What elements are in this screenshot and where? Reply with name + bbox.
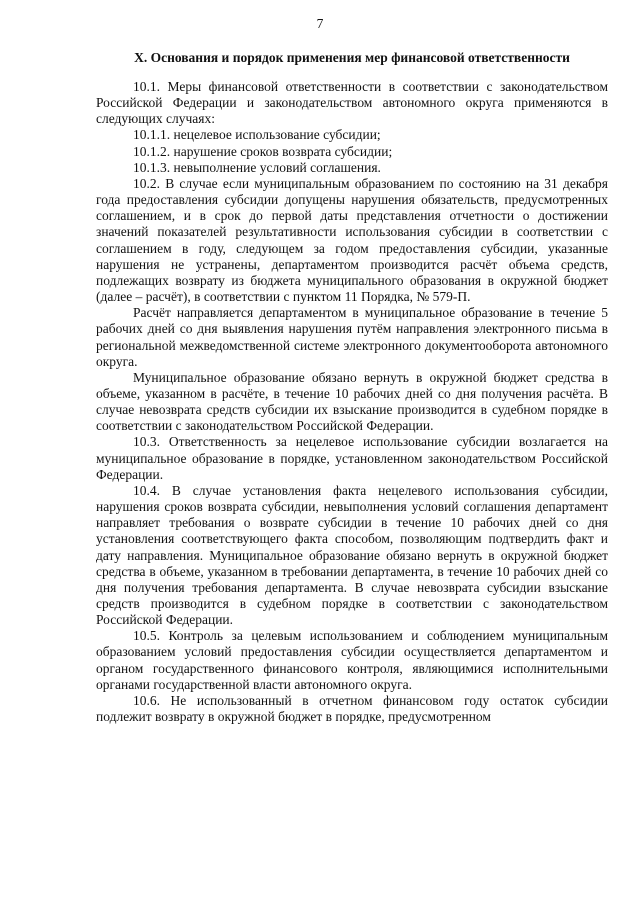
paragraph-10-1: 10.1. Меры финансовой ответственности в соответствии с законодательством Российской Федерации и законодательством автономного округа применяются в следующих случаях: <box>96 79 608 127</box>
section-heading: X. Основания и порядок применения мер финансовой ответственности <box>134 50 570 65</box>
paragraph-calculation-sending: Расчёт направляется департаментом в муниципальное образование в течение 5 рабочих дней со дня выявления нарушения путём направления электронного письма в региональной межведомственной системе электронного документооборота автономного округа. <box>96 305 608 369</box>
paragraph-10-1-2: 10.1.2. нарушение сроков возврата субсидии; <box>133 143 393 159</box>
paragraph-10-6: 10.6. Не использованный в отчетном финансовом году остаток субсидии подлежит возврату в окружной бюджет в порядке, предусмотренном <box>96 692 608 725</box>
page-number: 7 <box>316 16 324 31</box>
paragraph-10-3: 10.3. Ответственность за нецелевое использование субсидии возлагается на муниципальное образование в порядке, установленном законодательством Российской Федерации. <box>96 434 608 482</box>
paragraph-10-2: 10.2. В случае если муниципальным образованием по состоянию на 31 декабря года предоставления субсидии допущены нарушения обязательств, предусмотренных соглашением, и в срок до первой даты представления отчетности о достижении значений показателей результативности использования субсидии в соответствии с соглашением в году, следующем за годом предоставления субсидии, указанные нарушения не устранены, департаментом производится расчёт объема средств, подлежащих возврату из бюджета муниципального образования в окружной бюджет (далее – расчёт), в соответствии с пунктом 11 Порядка, № 579-П. <box>96 175 608 305</box>
paragraph-return-obligation: Муниципальное образование обязано вернуть в окружной бюджет средства в объеме, указанном в расчёте, в течение 10 рабочих дней со дня получения расчёта. В случае невозврата средств субсидии их взыскание производится в судебном порядке в соответствии с законодательством Российской Федерации. <box>96 369 608 434</box>
paragraph-10-1-1: 10.1.1. нецелевое использование субсидии; <box>133 127 381 143</box>
paragraph-10-1-3: 10.1.3. невыполнение условий соглашения. <box>133 159 381 175</box>
section-body <box>96 79 608 725</box>
paragraph-10-5: 10.5. Контроль за целевым использованием и соблюдением муниципальным образованием условий предоставления субсидии осуществляется департаментом и органом государственного финансового контроля, являющимися исполнительными органами государственной власти автономного округа. <box>96 628 608 692</box>
paragraph-10-4: 10.4. В случае установления факта нецелевого использования субсидии, нарушения сроков возврата субсидии, невыполнения условий соглашения департамент направляет требования о возврате субсидии в течение 10 рабочих дней со дня установления соответствующего факта способом, позволяющим подтвердить факт и дату направления. Муниципальное образование обязано вернуть в окружной бюджет средства в объеме, указанном в требовании департамента, в течение 10 рабочих дней со дня получения требования департамента. В случае невозврата субсидии взыскание средств производится в судебном порядке в соответствии с законодательством Российской Федерации. <box>96 482 608 628</box>
